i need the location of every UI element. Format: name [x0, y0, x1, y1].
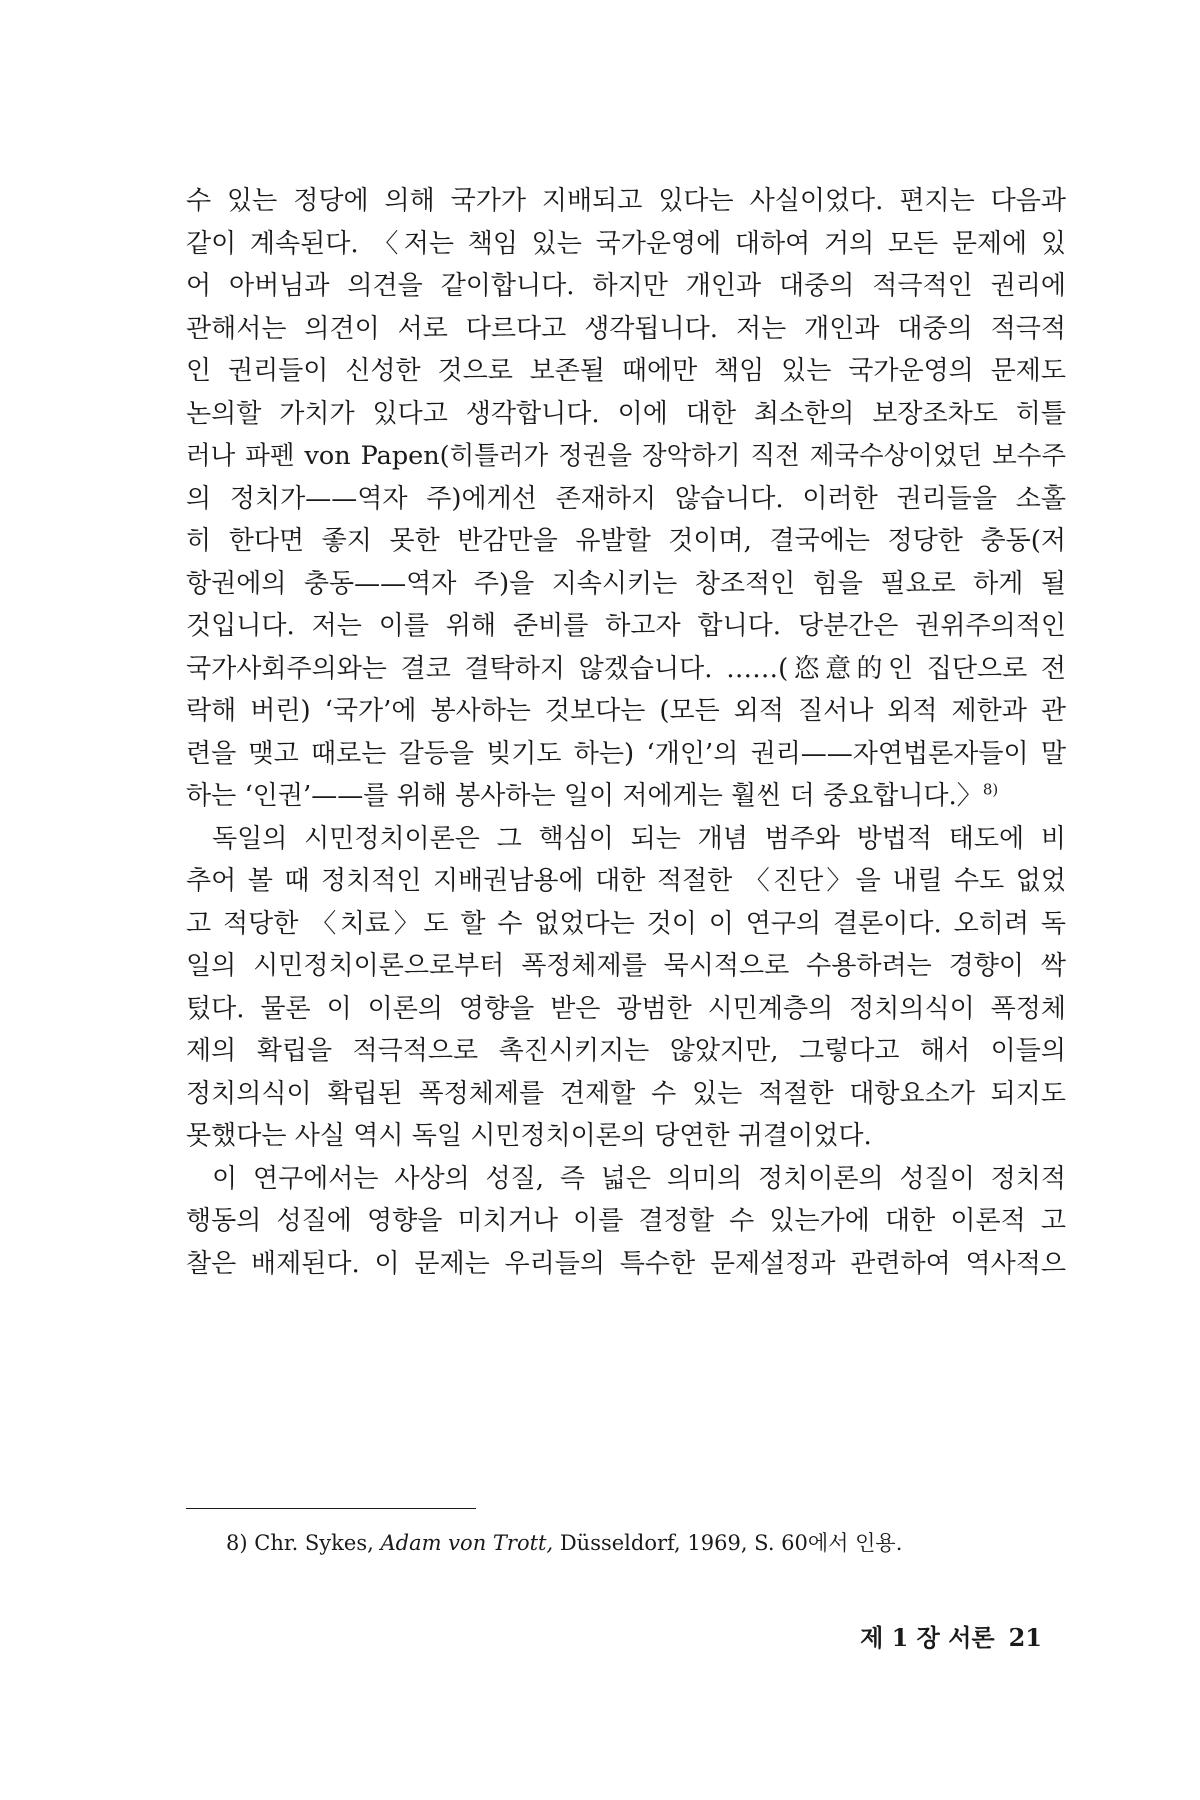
paragraph-start-line: 독일의 시민정치이론은 그 핵심이 되는 개념 범주와 방법적 태도에 비	[212, 823, 1066, 854]
text-line: 행동의 성질에 영향을 미치거나 이를 결정할 수 있는가에 대한 이론적 고	[186, 1206, 1066, 1236]
footnote	[226, 1528, 902, 1558]
text-line: 같이 계속된다. 〈저는 책임 있는 국가운영에 대하여 거의 모든 문제에 있	[186, 228, 1066, 259]
text-line: 의 정치가——역자 주)에게선 존재하지 않습니다. 이러한 권리들을 소홀	[186, 483, 1066, 514]
text-line: 러나 파펜 von Papen(히틀러가 정권을 장악하기 직전 제국수상이었던 보수주	[186, 441, 1066, 471]
text-line: 히 한다면 좋지 못한 반감만을 유발할 것이며, 결국에는 정당한 충동(저	[186, 526, 1066, 556]
footnote-separator	[186, 1508, 476, 1509]
text-line-with-footnote-ref	[186, 775, 1066, 818]
text-line: 련을 맺고 때로는 갈등을 빚기도 하는) ‘개인’의 권리——자연법론자들이 말	[186, 738, 1066, 769]
paragraph-end-line: 못했다는 사실 역시 독일 시민정치이론의 당연한 귀결이었다.	[186, 1121, 872, 1151]
body-text	[186, 180, 1066, 1285]
footnote-citation: Düsseldorf, 1969, S. 60에서 인용.	[559, 1531, 903, 1555]
text-line: 것입니다. 저는 이를 위해 준비를 하고자 합니다. 당분간은 권위주의적인	[186, 611, 1066, 641]
text-line: 추어 볼 때 정치적인 지배권남용에 대한 적절한 〈진단〉을 내릴 수도 없었	[186, 866, 1066, 896]
footnote-reference: 8)	[982, 780, 999, 799]
text-line: 일의 시민정치이론으로부터 폭정체제를 묵시적으로 수용하려는 경향이 싹	[186, 951, 1066, 981]
footnote-author: Chr. Sykes,	[254, 1531, 374, 1555]
text-line: 정치의식이 확립된 폭정체제를 견제할 수 있는 적절한 대항요소가 되지도	[186, 1078, 1066, 1109]
page-footer	[860, 1618, 1042, 1653]
text-line: 제의 확립을 적극적으로 촉진시키지는 않았지만, 그렇다고 해서 이들의	[186, 1036, 1066, 1066]
text-line: 수 있는 정당에 의해 국가가 지배되고 있다는 사실이었다. 편지는 다음과	[186, 186, 1066, 216]
footnote-title: Adam von Trott,	[380, 1531, 554, 1555]
page-number: 21	[1008, 1623, 1042, 1652]
text-line: 고 적당한 〈치료〉도 할 수 없었다는 것이 이 연구의 결론이다. 오히려 독	[186, 908, 1066, 939]
text-line: 인 권리들이 신성한 것으로 보존될 때에만 책임 있는 국가운영의 문제도	[186, 356, 1066, 386]
paragraph-start-line: 이 연구에서는 사상의 성질, 즉 넓은 의미의 정치이론의 성질이 정치적	[212, 1163, 1066, 1194]
text-line: 어 아버님과 의견을 같이합니다. 하지만 개인과 대중의 적극적인 권리에	[186, 271, 1066, 301]
text-line: 텄다. 물론 이 이론의 영향을 받은 광범한 시민계층의 정치의식이 폭정체	[186, 993, 1066, 1024]
chapter-label: 제 1 장 서론	[860, 1623, 995, 1652]
text-line: 락해 버린) ‘국가’에 봉사하는 것보다는 (모든 외적 질서나 외적 제한과 관	[186, 696, 1066, 726]
text-line: 관해서는 의견이 서로 다르다고 생각됩니다. 저는 개인과 대중의 적극적	[186, 313, 1066, 344]
text-line-content: 하는 ‘인권’——를 위해 봉사하는 일이 저에게는 훨씬 더 중요합니다.〉	[186, 781, 983, 811]
text-line: 찰은 배제된다. 이 문제는 우리들의 특수한 문제설정과 관련하여 역사적으	[186, 1248, 1066, 1279]
text-line: 국가사회주의와는 결코 결탁하지 않겠습니다. ……(恣意的인 집단으로 전	[186, 653, 1066, 684]
text-line: 항권에의 충동——역자 주)을 지속시키는 창조적인 힘을 필요로 하게 될	[186, 568, 1066, 599]
text-line: 논의할 가치가 있다고 생각합니다. 이에 대한 최소한의 보장조차도 히틀	[186, 398, 1066, 429]
footnote-number: 8)	[226, 1531, 248, 1555]
